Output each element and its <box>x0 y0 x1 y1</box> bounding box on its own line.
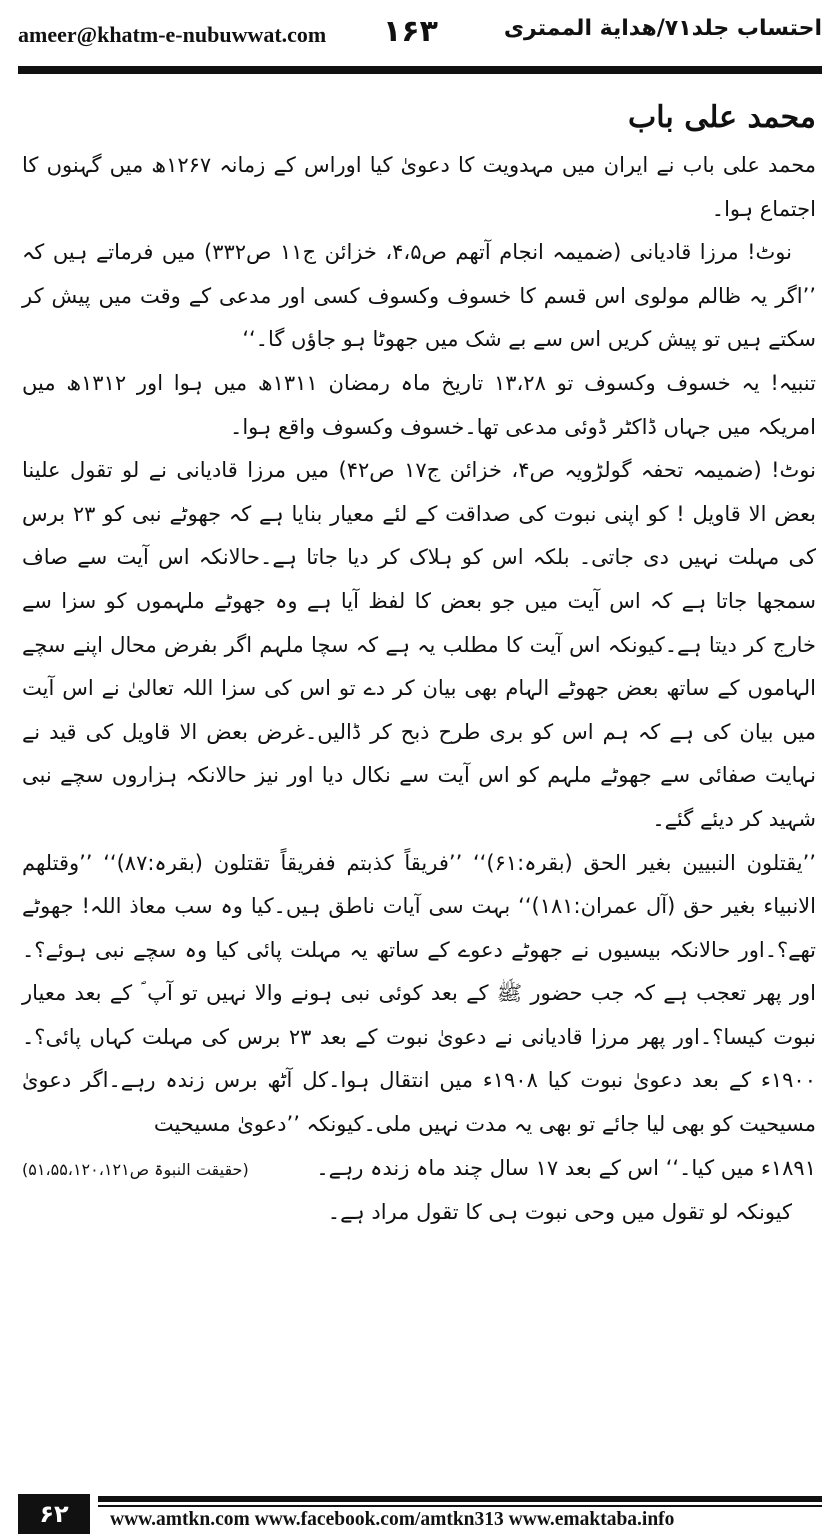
reference-citation: (حقیقت النبوۃ ص۵۱،۵۵،۱۲۰،۱۲۱) <box>22 1159 249 1179</box>
paragraph-4: نوٹ! (ضمیمہ تحفہ گولڑویہ ص۴، خزائن ج۱۷ ص۴۲) میں مرزا قادیانی نے لو تقول علینا بعض الا قاویل ! کو اپنی نبوت کی صداقت کے لئے معیار بنایا ہے کہ جھوٹے نبی کو ۲۳ برس کی مہلت نہیں دی جاتی۔ بلکہ اس کو ہلاک کر دیا جاتا ہے۔حالانکہ اس آیت سے صاف سمجھا جاتا ہے کہ اس آیت میں جو بعض کا لفظ آیا ہے وہ جھوٹے ملہموں کو سزا سے خارج کر دیتا ہے۔کیونکہ اس آیت کا مطلب یہ ہے کہ سچا ملہم اگر بفرض محال اپنے سچے الہاموں کے ساتھ بعض جھوٹے الہام بھی بیان کر دے تو اس کی سزا اللہ تعالیٰ نے اس آیت میں بیان کی ہے کہ ہم اس کو بری طرح ذبح کر ڈالیں۔غرض بعض الا قاویل کی قید نے نہایت صفائی سے جھوٹے ملہم کو اس آیت سے نکال دیا اور نیز حالانکہ ہزاروں سچے نبی شہید کر دیئے گئے۔ <box>22 458 816 831</box>
header-rule <box>18 66 822 74</box>
header-page-number: ۱۶۳ <box>383 14 438 49</box>
page-content <box>22 92 816 1235</box>
closing-line: کیونکہ لو تقول میں وحی نبوت ہی کا تقول مراد ہے۔ <box>327 1200 792 1225</box>
reference-line-text: ۱۸۹۱ء میں کیا۔‘‘ اس کے بعد ۱۷ سال چند ماہ زندہ رہے۔ <box>316 1155 816 1180</box>
footer-rule-thin <box>98 1505 822 1507</box>
reference-line <box>22 1147 816 1192</box>
section-heading: محمد علی باب <box>628 100 816 135</box>
paragraph-3: تنبیہ! یہ خسوف وکسوف تو ۱۳،۲۸ تاریخ ماہ رمضان ۱۳۱۱ھ میں ہوا اور ۱۳۱۲ھ میں امریکہ میں جہاں ڈاکٹر ڈوئی مدعی تھا۔خسوف وکسوف واقع ہوا۔ <box>22 370 816 439</box>
footer-rule-thick <box>98 1496 822 1502</box>
footer-websites: www.amtkn.com www.facebook.com/amtkn313 www.emaktaba.info <box>110 1509 675 1530</box>
paragraph-1: محمد علی باب نے ایران میں مہدویت کا دعویٰ کیا اوراس کے زمانہ ۱۲۶۷ھ میں گہنوں کا اجتماع ہوا۔ <box>22 153 816 221</box>
page-header <box>0 0 840 64</box>
header-email: ameer@khatm-e-nubuwwat.com <box>18 22 327 47</box>
paragraph-2: نوٹ! مرزا قادیانی (ضمیمہ انجام آتھم ص۴،۵، خزائن ج۱۱ ص۳۳۲) میں فرماتے ہیں کہ ’’اگر یہ ظالم مولوی اس قسم کا خسوف وکسوف کسی اور مدعی کے وقت میں پیش کر سکتے ہیں تو پیش کریں اس سے بے شک میں جھوٹا ہو جاؤں گا۔‘‘ <box>22 240 816 352</box>
page-footer <box>18 1494 822 1534</box>
footer-page-number: ۶۲ <box>18 1494 90 1534</box>
paragraph-5: ’’یقتلون النبیین بغیر الحق (بقرہ:۶۱)‘‘ ’’فریقاً کذبتم ففریقاً تقتلون (بقرہ:۸۷)‘‘ ’’وقتلھم الانبیاء بغیر حق (آل عمران:۱۸۱)‘‘ بہت سی آیات ناطق ہیں۔کیا وہ سب معاذ اللہ! جھوٹے تھے؟۔اور حالانکہ بیسیوں نے جھوٹے دعوے کے ساتھ یہ مہلت پائی کیا وہ سچے نبی ہوئے؟۔اور پھر تعجب ہے کہ جب حضور ﷺ کے بعد کوئی نبی ہونے والا نہیں تو آپ ؐ کے بعد معیار نبوت کیسا؟۔اور پھر مرزا قادیانی نے دعویٰ نبوت کے بعد ۲۳ برس کی مہلت کہاں پائی؟۔۱۹۰۰ء کے بعد دعویٰ نبوت کیا ۱۹۰۸ء میں انتقال ہوا۔کل آٹھ برس زندہ رہے۔اگر دعویٰ مسیحیت کو بھی لیا جائے تو بھی یہ مدت نہیں ملی۔کیونکہ ’’دعویٰ مسیحیت <box>22 850 817 1137</box>
header-book-title: احتساب جلد۷۱/ھدایة الممتری <box>503 16 822 41</box>
